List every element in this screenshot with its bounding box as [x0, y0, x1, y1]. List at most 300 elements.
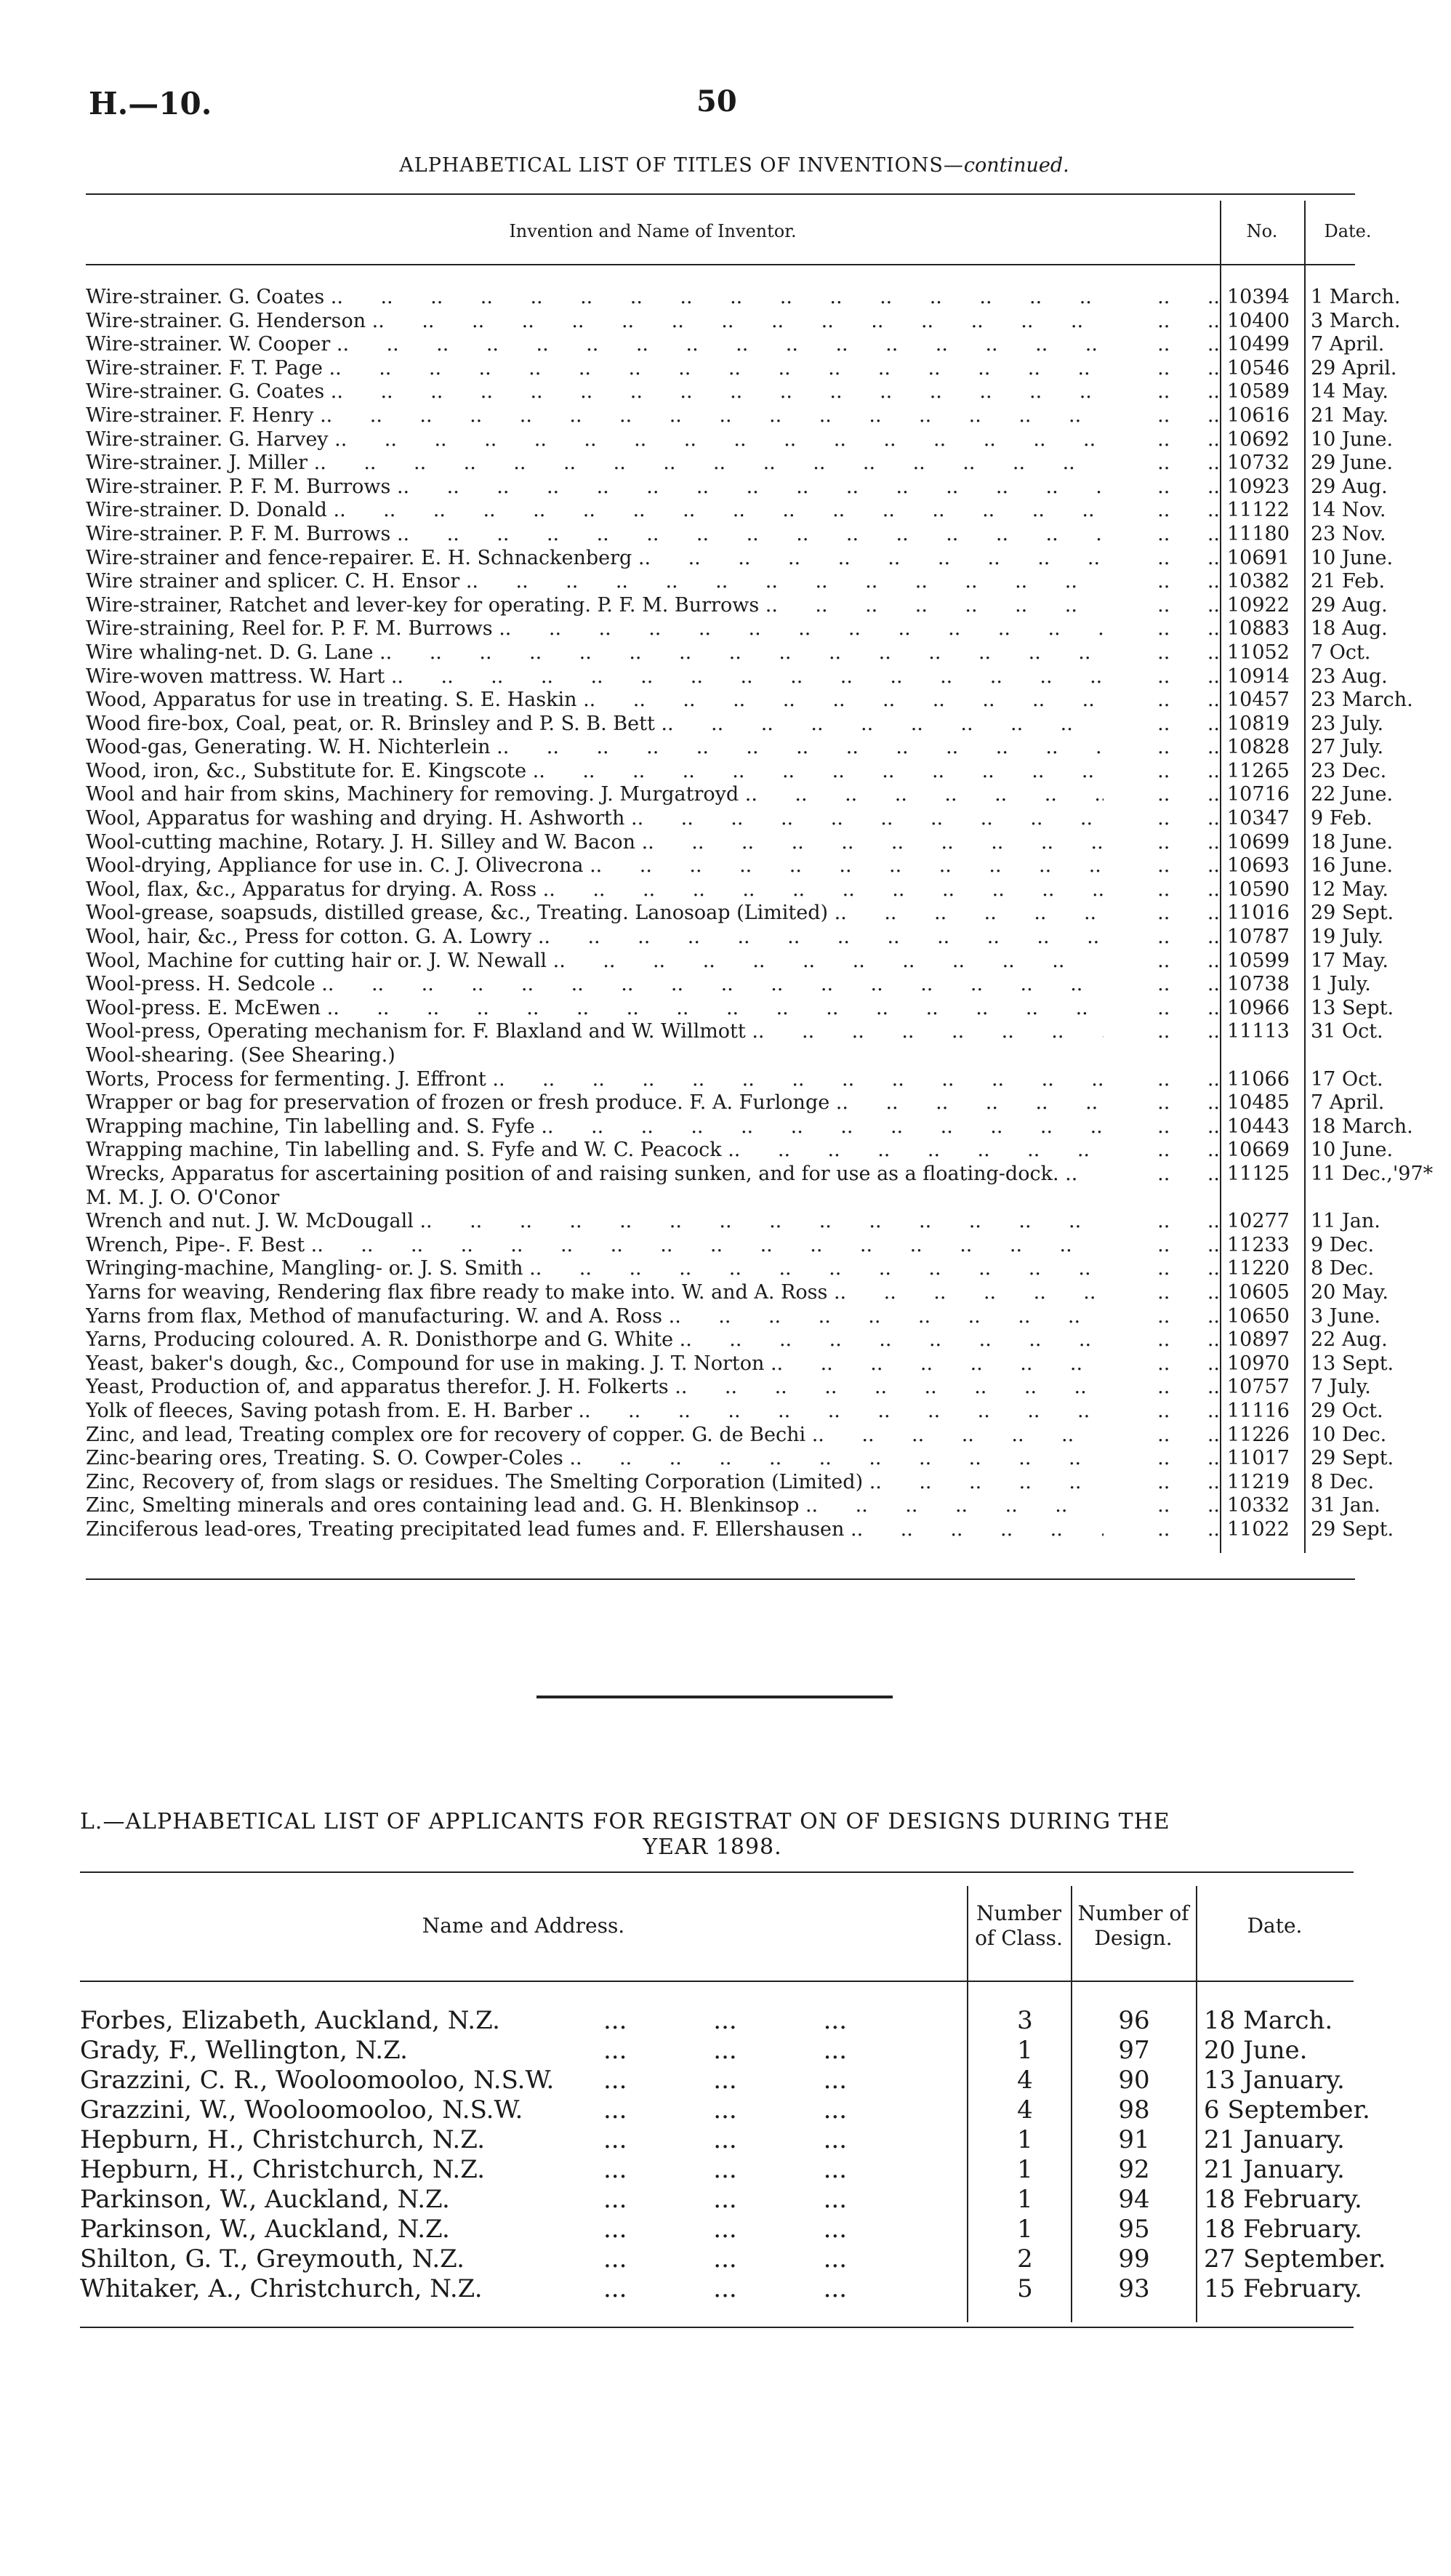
- invention-number: 10883: [1227, 617, 1290, 641]
- leader-dots: [1104, 854, 1220, 878]
- table-row: [86, 1352, 1394, 1376]
- invention-number: 10691: [1227, 546, 1290, 569]
- applicant-name: Hepburn, H., Christchurch, N.Z.: [80, 2125, 486, 2154]
- invention-number: 11233: [1227, 1233, 1290, 1256]
- invention-title: Wood, Apparatus for use in treating. S. E. Haskin ..: [86, 689, 1104, 713]
- table-row: [86, 428, 1394, 452]
- registration-date: 13 January.: [1204, 2066, 1345, 2095]
- table-row: [86, 617, 1388, 641]
- design-number: 91: [1118, 2125, 1150, 2154]
- invention-number: 10277: [1227, 1210, 1290, 1233]
- invention-title: Zinc, Recovery of, from slags or residues. The Smelting Corporation (Limited) ..: [86, 1471, 1104, 1495]
- registration-date: 18 February.: [1204, 2215, 1362, 2244]
- invention-date: 11 Dec.,'97*: [1311, 1162, 1434, 1185]
- invention-date: 12 May.: [1311, 878, 1388, 901]
- leader-dots: [1104, 476, 1220, 499]
- table-row: [86, 1517, 1394, 1542]
- invention-number: 10914: [1227, 665, 1290, 688]
- invention-date: 3 June.: [1311, 1304, 1380, 1328]
- invention-date: 20 May.: [1311, 1280, 1388, 1304]
- invention-title: Wool and hair from skins, Machinery for removing. J. Murgatroyd ..: [86, 783, 1104, 807]
- invention-date: 10 June.: [1311, 428, 1394, 451]
- invention-number: 10332: [1227, 1494, 1290, 1517]
- invention-title: Wire-woven mattress. W. Hart ..: [86, 665, 1104, 689]
- leader-dots: [1104, 1471, 1220, 1495]
- invention-date: 10 Dec.: [1311, 1423, 1387, 1446]
- invention-title: Zinciferous lead-ores, Treating precipitated lead fumes and. F. Ellershausen ..: [86, 1518, 1104, 1542]
- invention-number: 10546: [1227, 356, 1290, 380]
- leader-dots: [1104, 523, 1220, 547]
- invention-number: 10347: [1227, 807, 1290, 830]
- table-row: [80, 2006, 1354, 2036]
- leader-dots: [1104, 641, 1220, 665]
- invention-title: Wire-strainer. J. Miller ..: [86, 452, 1104, 476]
- invention-date: 8 Dec.: [1311, 1257, 1375, 1280]
- invention-date: 1 March.: [1311, 286, 1401, 308]
- design-number: 92: [1118, 2155, 1150, 2184]
- registration-date: 27 September.: [1204, 2244, 1386, 2274]
- column-header-class: [967, 1886, 1071, 1966]
- invention-number: 10966: [1227, 996, 1290, 1019]
- table-rule-bottom: [86, 1578, 1355, 1580]
- table-row: [86, 1447, 1394, 1471]
- invention-title: Wool-press. H. Sedcole ..: [86, 973, 1104, 997]
- design-number: 99: [1118, 2244, 1150, 2274]
- invention-title: Wrench and nut. J. W. McDougall ..: [86, 1210, 1104, 1234]
- table-row: [86, 1423, 1387, 1448]
- column-header-name: Name and Address.: [422, 1914, 625, 1938]
- inventions-title-continued: continued.: [963, 154, 1069, 177]
- invention-title: Wire-strainer. G. Coates ..: [86, 286, 1104, 310]
- invention-date: 29 April.: [1311, 356, 1397, 380]
- leader-dots: [1104, 950, 1220, 974]
- table-row: [80, 2185, 1362, 2215]
- leader-dots: [603, 2155, 960, 2185]
- table-row: [80, 2244, 1386, 2274]
- table-row: [86, 1044, 1355, 1068]
- leader-dots: [1104, 1305, 1220, 1329]
- invention-number: 10757: [1227, 1376, 1290, 1399]
- registration-date: 15 February.: [1204, 2274, 1362, 2303]
- leader-dots: [1104, 902, 1220, 926]
- table-row: [86, 902, 1394, 926]
- leader-dots: [1104, 1447, 1220, 1471]
- column-header-design-line2: Design.: [1094, 1926, 1173, 1950]
- leader-dots: [1104, 380, 1220, 404]
- invention-date: 11 Jan.: [1311, 1210, 1380, 1233]
- leader-dots: [1104, 1424, 1220, 1448]
- invention-number: 11180: [1227, 522, 1290, 545]
- class-number: 4: [1017, 2095, 1033, 2124]
- invention-number: 10923: [1227, 475, 1290, 498]
- column-header-design: [1071, 1886, 1196, 1966]
- table-row: [86, 949, 1388, 974]
- invention-title: Wood-gas, Generating. W. H. Nichterlein ..: [86, 736, 1104, 760]
- table-row: [86, 546, 1394, 571]
- invention-number: 10819: [1227, 712, 1290, 735]
- invention-title: M. M. J. O. O'Conor: [86, 1186, 280, 1209]
- invention-number: 10738: [1227, 973, 1290, 996]
- designs-title-line2: YEAR 1898.: [643, 1834, 782, 1860]
- table-row: [80, 2066, 1354, 2095]
- design-number: 93: [1118, 2274, 1150, 2303]
- invention-number: 10716: [1227, 783, 1290, 806]
- inventions-title-main: ALPHABETICAL LIST OF TITLES OF INVENTIONS—: [399, 154, 964, 177]
- invention-date: 23 Aug.: [1311, 665, 1388, 688]
- column-header-date: Date.: [1324, 221, 1372, 241]
- table-row: [86, 1115, 1413, 1139]
- table-row: [86, 499, 1386, 523]
- leader-dots: [1104, 428, 1220, 452]
- table-row: [86, 1494, 1380, 1518]
- invention-number: 11016: [1227, 902, 1290, 925]
- invention-number: 10922: [1227, 593, 1290, 617]
- leader-dots: [603, 2185, 960, 2215]
- table-row: [86, 996, 1394, 1021]
- table-row: [80, 2155, 1354, 2185]
- invention-title: Zinc, and lead, Treating complex ore for recovery of copper. G. de Bechi ..: [86, 1424, 1104, 1448]
- invention-title: Wool-shearing. (See Shearing.): [86, 1044, 395, 1067]
- invention-title: Wrapper or bag for preservation of frozen or fresh produce. F. A. Furlonge ..: [86, 1091, 1104, 1115]
- leader-dots: [1104, 1068, 1220, 1092]
- invention-date: 9 Dec.: [1311, 1233, 1375, 1256]
- invention-title: Wrecks, Apparatus for ascertaining position of and raising sunken, and for use as a floating-dock. ..: [86, 1163, 1104, 1187]
- table-rule-top: [80, 1871, 1354, 1873]
- leader-dots: [603, 2006, 960, 2036]
- leader-dots: [1104, 1400, 1220, 1424]
- leader-dots: [1104, 783, 1220, 807]
- invention-title: Wool, Apparatus for washing and drying. H. Ashworth ..: [86, 807, 1104, 831]
- leader-dots: [603, 2066, 960, 2095]
- leader-dots: [1104, 1210, 1220, 1234]
- invention-number: 11265: [1227, 759, 1290, 782]
- table-row: [86, 286, 1401, 310]
- invention-date: 29 Aug.: [1311, 593, 1388, 617]
- leader-dots: [1104, 1518, 1220, 1542]
- invention-number: 11066: [1227, 1067, 1290, 1091]
- leader-dots: [1104, 713, 1220, 737]
- leader-dots: [1104, 333, 1220, 357]
- invention-date: 31 Jan.: [1311, 1494, 1380, 1517]
- table-row: [86, 665, 1388, 689]
- applicant-name: Grady, F., Wellington, N.Z.: [80, 2036, 408, 2065]
- table-row: [86, 1470, 1375, 1495]
- leader-dots: [1104, 547, 1220, 571]
- invention-title: Wool-press. E. McEwen ..: [86, 997, 1104, 1021]
- invention-number: 10499: [1227, 333, 1290, 356]
- invention-title: Wool, Machine for cutting hair or. J. W. Newall ..: [86, 950, 1104, 974]
- invention-title: Wire-strainer, Ratchet and lever-key for operating. P. F. M. Burrows ..: [86, 594, 1104, 618]
- designs-rows: [80, 2006, 1386, 2304]
- class-number: 1: [1017, 2185, 1033, 2214]
- leader-dots: [1104, 1257, 1220, 1281]
- invention-date: 18 June.: [1311, 830, 1394, 854]
- table-row: [86, 712, 1384, 737]
- class-number: 2: [1017, 2244, 1033, 2274]
- leader-dots: [1104, 1139, 1220, 1163]
- class-number: 1: [1017, 2036, 1033, 2065]
- page-reference: H.—10.: [89, 86, 212, 121]
- leader-dots: [1104, 1020, 1220, 1044]
- table-row: [86, 1139, 1394, 1163]
- table-rule-header: [80, 1981, 1354, 1982]
- leader-dots: [603, 2125, 960, 2155]
- table-row: [80, 2274, 1362, 2304]
- invention-title: Yarns, Producing coloured. A. R. Donisthorpe and G. White ..: [86, 1328, 1104, 1352]
- invention-date: 17 Oct.: [1311, 1067, 1383, 1091]
- class-number: 4: [1017, 2066, 1033, 2095]
- table-row: [86, 404, 1388, 428]
- invention-number: 11226: [1227, 1423, 1290, 1446]
- invention-title: Wrapping machine, Tin labelling and. S. Fyfe ..: [86, 1115, 1104, 1139]
- invention-number: 10400: [1227, 309, 1290, 332]
- invention-title: Wool-drying, Appliance for use in. C. J. Olivecrona ..: [86, 854, 1104, 878]
- invention-date: 23 Nov.: [1311, 522, 1386, 545]
- leader-dots: [1104, 570, 1220, 594]
- leader-dots: [1104, 1163, 1220, 1187]
- invention-number: 10589: [1227, 380, 1290, 404]
- registration-date: 18 March.: [1204, 2006, 1333, 2035]
- inventions-rows: [86, 286, 1434, 1541]
- invention-title: Wire-strainer. P. F. M. Burrows ..: [86, 476, 1104, 499]
- table-row: [86, 356, 1397, 381]
- invention-date: 21 Feb.: [1311, 570, 1386, 593]
- invention-date: 23 Dec.: [1311, 759, 1387, 782]
- invention-title: Yeast, Production of, and apparatus therefor. J. H. Folkerts ..: [86, 1376, 1104, 1400]
- invention-date: 29 Sept.: [1311, 902, 1394, 925]
- class-number: 1: [1017, 2215, 1033, 2244]
- invention-title: Zinc-bearing ores, Treating. S. O. Cowper-Coles ..: [86, 1447, 1104, 1471]
- invention-title: Wire-strainer. W. Cooper ..: [86, 333, 1104, 357]
- class-number: 1: [1017, 2125, 1033, 2154]
- invention-number: 11125: [1227, 1162, 1290, 1185]
- section-divider: [536, 1696, 893, 1698]
- table-row: [86, 878, 1388, 902]
- design-number: 95: [1118, 2215, 1150, 2244]
- applicant-name: Shilton, G. T., Greymouth, N.Z.: [80, 2244, 465, 2274]
- invention-title: Wire-strainer. G. Henderson ..: [86, 310, 1104, 334]
- leader-dots: [1104, 689, 1220, 713]
- column-header-no: No.: [1246, 221, 1278, 241]
- page-number: 50: [696, 84, 737, 119]
- class-number: 5: [1017, 2274, 1033, 2303]
- leader-dots: [1104, 736, 1220, 760]
- leader-dots: [603, 2095, 960, 2125]
- invention-date: 21 May.: [1311, 404, 1388, 427]
- invention-date: 29 Aug.: [1311, 475, 1388, 498]
- applicant-name: Forbes, Elizabeth, Auckland, N.Z.: [80, 2006, 500, 2035]
- invention-title: Zinc, Smelting minerals and ores containing lead and. G. H. Blenkinsop ..: [86, 1494, 1104, 1518]
- leader-dots: [1104, 1328, 1220, 1352]
- leader-dots: [1104, 499, 1220, 523]
- table-rule-header: [86, 264, 1355, 265]
- table-row: [86, 333, 1385, 357]
- table-row: [86, 807, 1372, 831]
- invention-title: Wool-grease, soapsuds, distilled grease, &c., Treating. Lanosoap (Limited) ..: [86, 902, 1104, 926]
- invention-number: 10699: [1227, 830, 1290, 854]
- leader-dots: [1104, 1281, 1220, 1305]
- invention-number: 11052: [1227, 641, 1290, 664]
- table-row: [80, 2125, 1354, 2155]
- invention-number: 11022: [1227, 1517, 1290, 1541]
- leader-dots: [1104, 404, 1220, 428]
- invention-title: Wrench, Pipe-. F. Best ..: [86, 1234, 1104, 1258]
- leader-dots: [1104, 1376, 1220, 1400]
- leader-dots: [1104, 357, 1220, 381]
- invention-date: 23 March.: [1311, 689, 1413, 712]
- invention-title: Wool-press, Operating mechanism for. F. Blaxland and W. Willmott ..: [86, 1020, 1104, 1044]
- invention-title: Wire strainer and splicer. C. H. Ensor ..: [86, 570, 1104, 594]
- applicant-name: Whitaker, A., Christchurch, N.Z.: [80, 2274, 483, 2303]
- invention-date: 16 June.: [1311, 854, 1394, 878]
- registration-date: 18 February.: [1204, 2185, 1362, 2214]
- invention-date: 9 Feb.: [1311, 807, 1372, 830]
- leader-dots: [603, 2036, 960, 2066]
- invention-title: Worts, Process for fermenting. J. Effront ..: [86, 1068, 1104, 1092]
- class-number: 3: [1017, 2006, 1033, 2035]
- invention-title: Wire whaling-net. D. G. Lane ..: [86, 641, 1104, 665]
- leader-dots: [1104, 665, 1220, 689]
- table-row: [86, 522, 1386, 547]
- table-row: [86, 1304, 1380, 1329]
- invention-date: 13 Sept.: [1311, 1352, 1394, 1375]
- invention-date: 1 July.: [1311, 973, 1371, 996]
- invention-number: 10616: [1227, 404, 1290, 427]
- invention-title: Wire-strainer. G. Coates ..: [86, 380, 1104, 404]
- leader-dots: [603, 2244, 960, 2274]
- table-row: [86, 973, 1371, 997]
- leader-dots: [1104, 831, 1220, 855]
- table-row: [86, 1187, 1355, 1211]
- applicant-name: Hepburn, H., Christchurch, N.Z.: [80, 2155, 486, 2184]
- leader-dots: [1104, 310, 1220, 334]
- leader-dots: [1104, 997, 1220, 1021]
- inventions-table: [86, 193, 1434, 1582]
- invention-number: 11122: [1227, 499, 1290, 522]
- invention-date: 19 July.: [1311, 926, 1384, 949]
- design-number: 98: [1118, 2095, 1150, 2124]
- registration-date: 21 January.: [1204, 2125, 1345, 2154]
- invention-date: 29 Sept.: [1311, 1447, 1394, 1470]
- class-number: 1: [1017, 2155, 1033, 2184]
- invention-date: 31 Oct.: [1311, 1020, 1383, 1043]
- table-row: [86, 1257, 1375, 1281]
- invention-date: 7 April.: [1311, 1091, 1385, 1115]
- invention-date: 7 Oct.: [1311, 641, 1371, 664]
- registration-date: 20 June.: [1204, 2036, 1308, 2065]
- registration-date: 6 September.: [1204, 2095, 1370, 2124]
- applicant-name: Parkinson, W., Auckland, N.Z.: [80, 2215, 450, 2244]
- design-number: 97: [1118, 2036, 1150, 2065]
- invention-title: Wire-strainer. P. F. M. Burrows ..: [86, 523, 1104, 547]
- table-row: [86, 1328, 1388, 1352]
- invention-number: 10590: [1227, 878, 1290, 901]
- table-row: [86, 1162, 1434, 1187]
- invention-number: 10828: [1227, 736, 1290, 759]
- leader-dots: [1104, 1091, 1220, 1115]
- invention-title: Wire-strainer. F. Henry ..: [86, 404, 1104, 428]
- leader-dots: [1104, 760, 1220, 784]
- column-header-class-line2: of Class.: [975, 1926, 1063, 1950]
- table-row: [80, 2036, 1354, 2066]
- inventions-title: [80, 154, 1388, 177]
- invention-title: Wire-strainer and fence-repairer. E. H. Schnackenberg ..: [86, 547, 1104, 571]
- table-row: [86, 593, 1388, 618]
- invention-number: 10693: [1227, 854, 1290, 878]
- invention-title: Wool-cutting machine, Rotary. J. H. Silley and W. Bacon ..: [86, 831, 1104, 855]
- leader-dots: [1104, 452, 1220, 476]
- table-row: [86, 736, 1384, 760]
- table-row: [86, 1210, 1380, 1234]
- leader-dots: [1104, 286, 1220, 310]
- table-row: [86, 309, 1401, 334]
- invention-number: 10457: [1227, 689, 1290, 712]
- applicant-name: Grazzini, W., Wooloomooloo, N.S.W.: [80, 2095, 523, 2124]
- table-row: [86, 926, 1384, 950]
- invention-number: 10443: [1227, 1115, 1290, 1138]
- invention-number: 10669: [1227, 1139, 1290, 1162]
- table-row: [86, 689, 1413, 713]
- invention-title: Wire-strainer. F. T. Page ..: [86, 357, 1104, 381]
- table-rule-top: [86, 193, 1355, 195]
- designs-table: [80, 1871, 1386, 2344]
- invention-date: 17 May.: [1311, 949, 1388, 972]
- leader-dots: [603, 2274, 960, 2304]
- table-row: [86, 1067, 1383, 1092]
- invention-date: 29 June.: [1311, 452, 1394, 475]
- invention-number: 11113: [1227, 1020, 1290, 1043]
- table-row: [86, 759, 1387, 784]
- leader-dots: [1104, 973, 1220, 997]
- invention-date: 10 June.: [1311, 1139, 1394, 1162]
- table-row: [86, 1091, 1385, 1115]
- invention-number: 10732: [1227, 452, 1290, 475]
- invention-date: 22 Aug.: [1311, 1328, 1388, 1352]
- designs-title-line1: L.—ALPHABETICAL LIST OF APPLICANTS FOR REGISTRAT ON OF DESIGNS DURING THE: [80, 1809, 1170, 1834]
- design-number: 90: [1118, 2066, 1150, 2095]
- invention-date: 22 June.: [1311, 783, 1394, 806]
- applicant-name: Grazzini, C. R., Wooloomooloo, N.S.W.: [80, 2066, 555, 2095]
- invention-number: 11219: [1227, 1470, 1290, 1493]
- invention-date: 14 May.: [1311, 380, 1388, 404]
- invention-title: Yarns for weaving, Rendering flax fibre ready to make into. W. and A. Ross ..: [86, 1281, 1104, 1305]
- invention-number: 10692: [1227, 428, 1290, 451]
- invention-number: 10650: [1227, 1304, 1290, 1328]
- invention-number: 10382: [1227, 570, 1290, 593]
- invention-date: 14 Nov.: [1311, 499, 1386, 522]
- table-row: [80, 2215, 1362, 2244]
- table-row: [86, 1399, 1383, 1424]
- column-header-date: Date.: [1247, 1914, 1303, 1938]
- table-row: [86, 1233, 1375, 1258]
- design-number: 96: [1118, 2006, 1150, 2035]
- leader-dots: [1104, 1234, 1220, 1258]
- leader-dots: [1104, 926, 1220, 950]
- column-header-design-line1: Number of: [1077, 1901, 1189, 1925]
- invention-date: 8 Dec.: [1311, 1470, 1375, 1493]
- table-row: [86, 854, 1394, 878]
- invention-number: 10605: [1227, 1280, 1290, 1304]
- invention-title: Wool, flax, &c., Apparatus for drying. A. Ross ..: [86, 878, 1104, 902]
- invention-title: Wringing-machine, Mangling- or. J. S. Smith ..: [86, 1257, 1104, 1281]
- invention-title: Yeast, baker's dough, &c., Compound for use in making. J. T. Norton ..: [86, 1352, 1104, 1376]
- invention-number: 10787: [1227, 926, 1290, 949]
- invention-date: 7 April.: [1311, 333, 1385, 356]
- designs-title: [80, 1809, 1345, 1860]
- column-header-class-line1: Number: [976, 1901, 1061, 1925]
- invention-title: Wire-straining, Reel for. P. F. M. Burrows ..: [86, 617, 1104, 641]
- table-row: [86, 475, 1388, 499]
